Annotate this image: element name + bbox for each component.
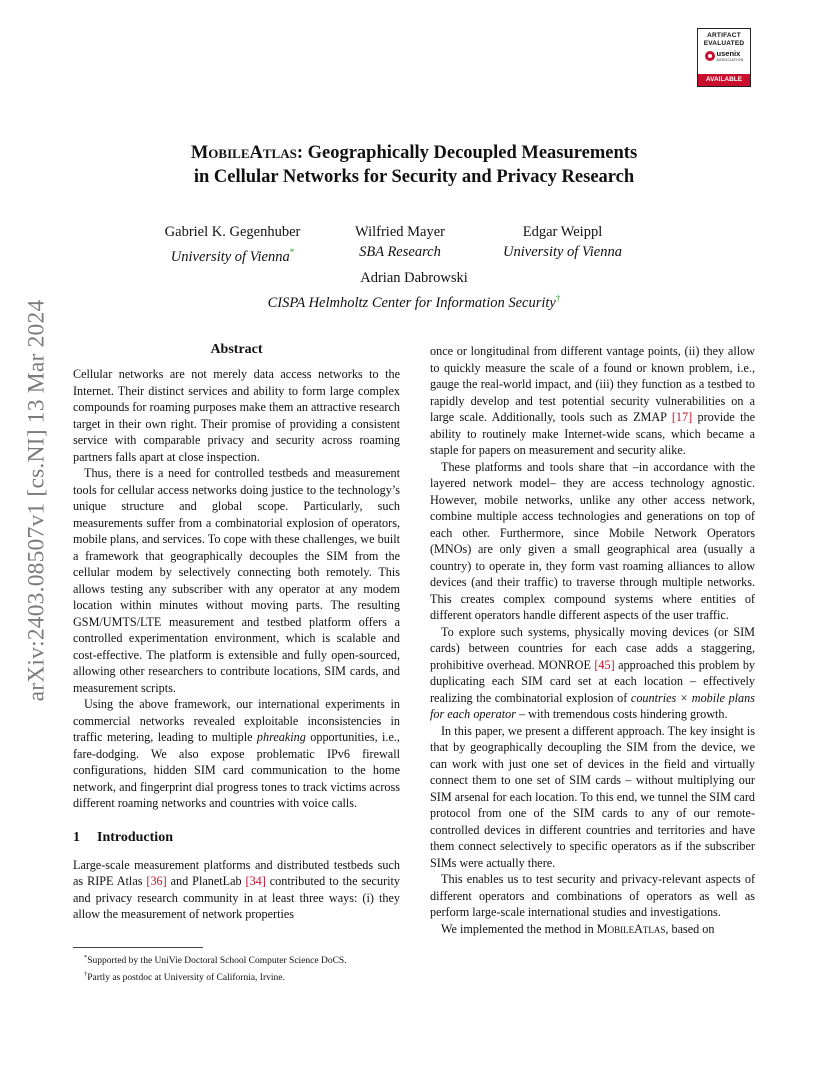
usenix-logo-icon xyxy=(705,51,715,61)
author-name: Adrian Dabrowski xyxy=(360,270,468,286)
intro-paragraph-4: To explore such systems, physically moving devices (or SIM cards) between countries for each case adds a staggering, prohibitive overhead. MONROE [45] approached this problem by duplicating each SIM card set at each location – effectively realizing the combinatorial explosion of countries × mobile plans for each operator – with tremendous costs hindering growth. xyxy=(430,624,756,721)
author-4 xyxy=(214,268,614,313)
author-1 xyxy=(140,222,325,267)
badge-status: AVAILABLE xyxy=(698,74,750,86)
citation-link[interactable]: [36] xyxy=(146,874,167,888)
section-heading-introduction: 1 Introduction xyxy=(73,829,173,845)
right-column xyxy=(430,343,755,937)
paper-title: MobileAtlas: Geographically Decoupled Measurements in Cellular Networks for Security and Privacy Research xyxy=(190,143,638,187)
arxiv-identifier xyxy=(20,290,54,710)
citation-link[interactable]: [34] xyxy=(245,874,266,888)
usenix-logo: usenix ASSOCIATION xyxy=(698,50,750,62)
author-2 xyxy=(335,222,465,262)
footnote-rule xyxy=(73,947,203,948)
intro-paragraph-2: once or longitudinal from different vantage points, (ii) they allow to quickly measure the scale of a found or known problem, i.e., gauge the real-world impact, and (iii) they function as a testbed to rapidly develop and test potential security vulnerabilities on a large scale. Additionally, tools such as ZMAP [17] provide the ability to routinely make Internet-wide scans, which became a staple for papers on measurement and security alike. xyxy=(430,344,755,457)
author-name: Wilfried Mayer xyxy=(354,224,445,240)
left-column xyxy=(73,340,400,923)
abstract-paragraph-1: Cellular networks are not merely data access networks to the Internet. Their distinct services and ability to form large complex compounds for roaming purposes make them an attractive research target in their own right. Their promise of providing a consistent service with comparable privacy and security across roaming partners falls apart at close inspection. xyxy=(73,367,400,464)
footnote-2: †Partly as postdoc at University of California, Irvine. xyxy=(84,971,285,984)
author-name: Gabriel K. Gegenhuber xyxy=(164,224,301,240)
author-name: Edgar Weippl xyxy=(522,224,603,240)
author-affiliation: SBA Research xyxy=(359,244,441,260)
author-3 xyxy=(485,222,640,262)
footnote-1: *Supported by the UniVie Doctoral School Computer Science DoCS. xyxy=(84,954,347,967)
intro-paragraph-7: We implemented the method in MobileAtlas, based on xyxy=(441,921,715,936)
arxiv-id-text: arXiv:2403.08507v1 [cs.NI] 13 Mar 2024 xyxy=(23,299,50,701)
author-affiliation: CISPA Helmholtz Center for Information Security† xyxy=(267,293,561,311)
author-affiliation: University of Vienna* xyxy=(170,247,295,265)
intro-paragraph-6: This enables us to test security and privacy-relevant aspects of different operators and combinations of operators as well as perform large-scale international studies and investigations. xyxy=(430,872,755,919)
footnotes xyxy=(73,951,400,985)
citation-link[interactable]: [17] xyxy=(671,410,693,424)
abstract-paragraph-2: Thus, there is a need for controlled testbeds and measurement tools for cellular access networks doing justice to the technology’s unique structure and global scope. Particularly, such measurements suffer from a combinatorial explosion of operators, mobile plans, and services. To cope with these challenges, we built a framework that geographically decouples the SIM from the cellular modem by selectively connecting both remotely. This allows testing any subscriber with any operator at any modem location within minutes without moving parts. The resulting GSM/UMTS/LTE measurement and testbed platform offers a controlled experimentation environment, which is scalable and cost-effective. The platform is extensible and fully open-sourced, allowing other researchers to contribute locations, SIM cards, and measurement scripts. xyxy=(73,466,400,695)
author-affiliation: University of Vienna xyxy=(503,244,622,260)
citation-link[interactable]: [45] xyxy=(594,657,615,672)
intro-paragraph-1: Large-scale measurement platforms and distributed testbeds such as RIPE Atlas [36] and PlanetLab [34] contributed to the security and privacy research community in at least three ways: (i) they allow the measurement of network properties xyxy=(73,857,400,921)
intro-paragraph-3: These platforms and tools share that –in accordance with the layered network model– they are access technology agnostic. However, mobile networks, unlike any other access network, combine multiple access technologies and generations on top of each other. Furthermore, since Mobile Network Operators (MNOs) are only given a small geographical area (usually a country) to operate in, they form vast roaming alliances to allow devices (and their traffic) to traverse through multiple networks. This creates complex compound systems where entities of different operators handle different aspects of the user traffic. xyxy=(430,459,755,622)
badge-line-1: ARTIFACT EVALUATED xyxy=(703,32,745,47)
intro-paragraph-5: In this paper, we present a different approach. The key insight is that by geographically decoupling the SIM from the device, we can work with just one set of devices in the field and virtually connect them to one set of SIM cards – without multiplying our SIM arsenal for each location. To this end, we tunnel the SIM card protocol from one of the SIM cards to any of our remote-controlled devices in different countries and territories and have them connect selectively to specific operators as if the subscriber SIMs were actually there. xyxy=(430,723,755,870)
abstract-heading: Abstract xyxy=(210,342,263,357)
artifact-evaluated-badge xyxy=(697,28,751,87)
abstract-paragraph-3: Using the above framework, our international experiments in commercial networks revealed exploitable inconsistencies in traffic metering, leading to multiple phreaking opportunities, i.e., fare-dodging. We also expose problematic IPv6 firewall configurations, hidden SIM card communication to the home network, and fingerprint dial progress tones to track victims across different roaming networks and countries with voice calls. xyxy=(73,697,400,810)
